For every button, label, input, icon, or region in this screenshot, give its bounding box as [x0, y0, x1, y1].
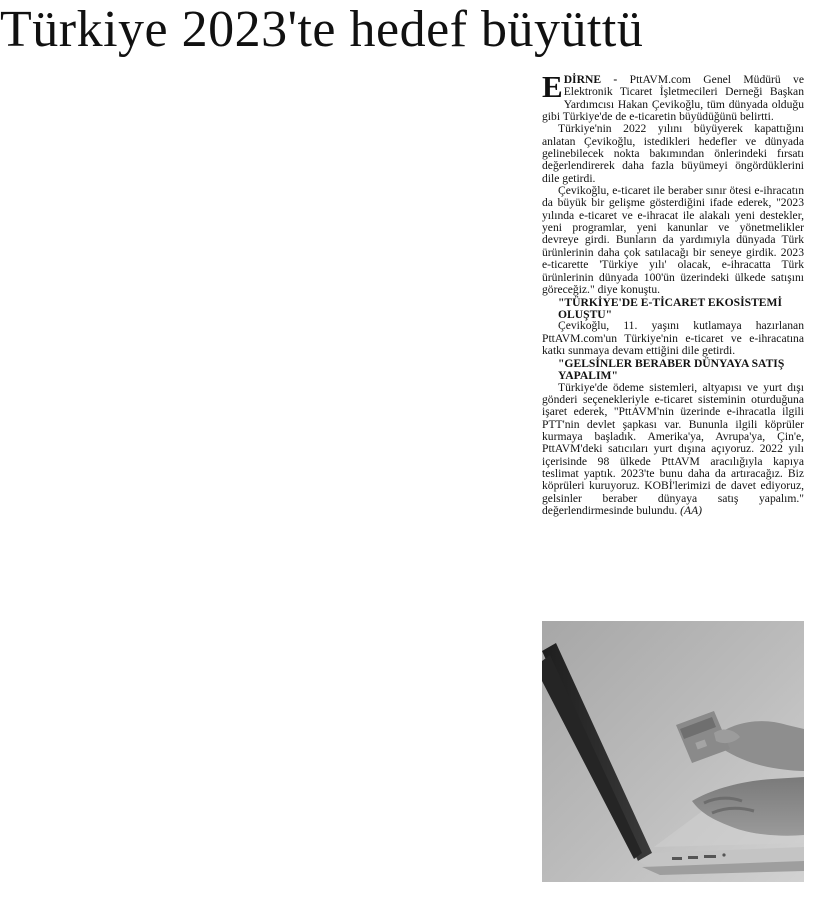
drop-cap: E — [542, 69, 563, 104]
lead-paragraph — [542, 69, 805, 124]
subheading-2: "GELSİNLER BERABER DÜNYAYA SATIŞ YAPALIM" — [558, 357, 785, 382]
paragraph-2: Türkiye'nin 2022 yılını büyüyerek kapattığını anlatan Çevikoğlu, istedikleri hedefler ve dünyada gelinebilecek nokta bakımından önlerindeki fırsatı değerlendirerek daha fazla büyümeyi öngördüklerini dile getirdi. — [542, 122, 804, 185]
laptop-photo-icon — [542, 621, 804, 882]
paragraph-3: Çevikoğlu, e-ticaret ile beraber sınır ötesi e-ihracatın da büyük bir gelişme gösterdiğini ifade ederek, "2023 yılında e-ticaret ve e-ihracat ile alakalı yeni destekler, yeni programlar, yeni kanunlar ve yönetmelikler devreye girdi. Bunların da yardımıyla dünyada Türk ürünlerinin daha çok satılacağı bir seneye girdik. 2023 e-ticarette 'Türkiye yılı' olacak, e-ihracatta Türk ürünlerinin dünyada 100'ün üzerindeki ülkede satışını göreceğiz." diye konuştu. — [542, 184, 804, 296]
paragraph-5-text: Türkiye'de ödeme sistemleri, altyapısı ve yurt dışı gönderi seçenekleriyle e-ticaret sisteminin oturduğuna işaret ederek, "PttAVM'nin üzerinde e-ihracatla ilgili PTT'nin devlet şapkası var. Bununla ilgili köprüler kurmaya başladık. Amerika'ya, Avrupa'ya, Çin'e, PttAVM'deki satıcıları yurt dışına açıyoruz. 2022 yılı içerisinde 98 ülkede PttAVM aracılığıyla kapıya teslimat yaptık. 2023'te bunu daha da artıracağız. Biz köprüleri kuruyoruz. KOBİ'lerimizi de davet ediyoruz, gelsinler beraber dünyaya satış yapalım." değerlendirmesinde bulundu. — [542, 380, 804, 518]
subheading-1: "TÜRKİYE'DE E-TİCARET EKOSİSTEMİ OLUŞTU" — [558, 296, 782, 321]
paragraph-4: Çevikoğlu, 11. yaşını kutlamaya hazırlanan PttAVM.com'un Türkiye'nin e-ticaret ve e-ihracatına katkı sunmaya devam ettiğini dile getirdi. — [542, 319, 804, 358]
paragraph-5 — [542, 382, 804, 518]
article-body — [542, 69, 805, 518]
headline: Türkiye 2023'te hedef büyüttü — [0, 1, 644, 58]
dateline: DİRNE - — [563, 73, 618, 86]
agency-credit: (AA) — [680, 504, 703, 518]
laptop-payment-photo — [542, 621, 804, 882]
lead-text: PttAVM.com Genel Müdürü ve Elektronik Ticaret İşletmecileri Derneği Başkan Yardımcısı Hakan Çevikoğlu, tüm dünyada olduğu gibi Türkiye'de de e-ticaretin büyüdüğünü belirtti. — [542, 73, 805, 124]
